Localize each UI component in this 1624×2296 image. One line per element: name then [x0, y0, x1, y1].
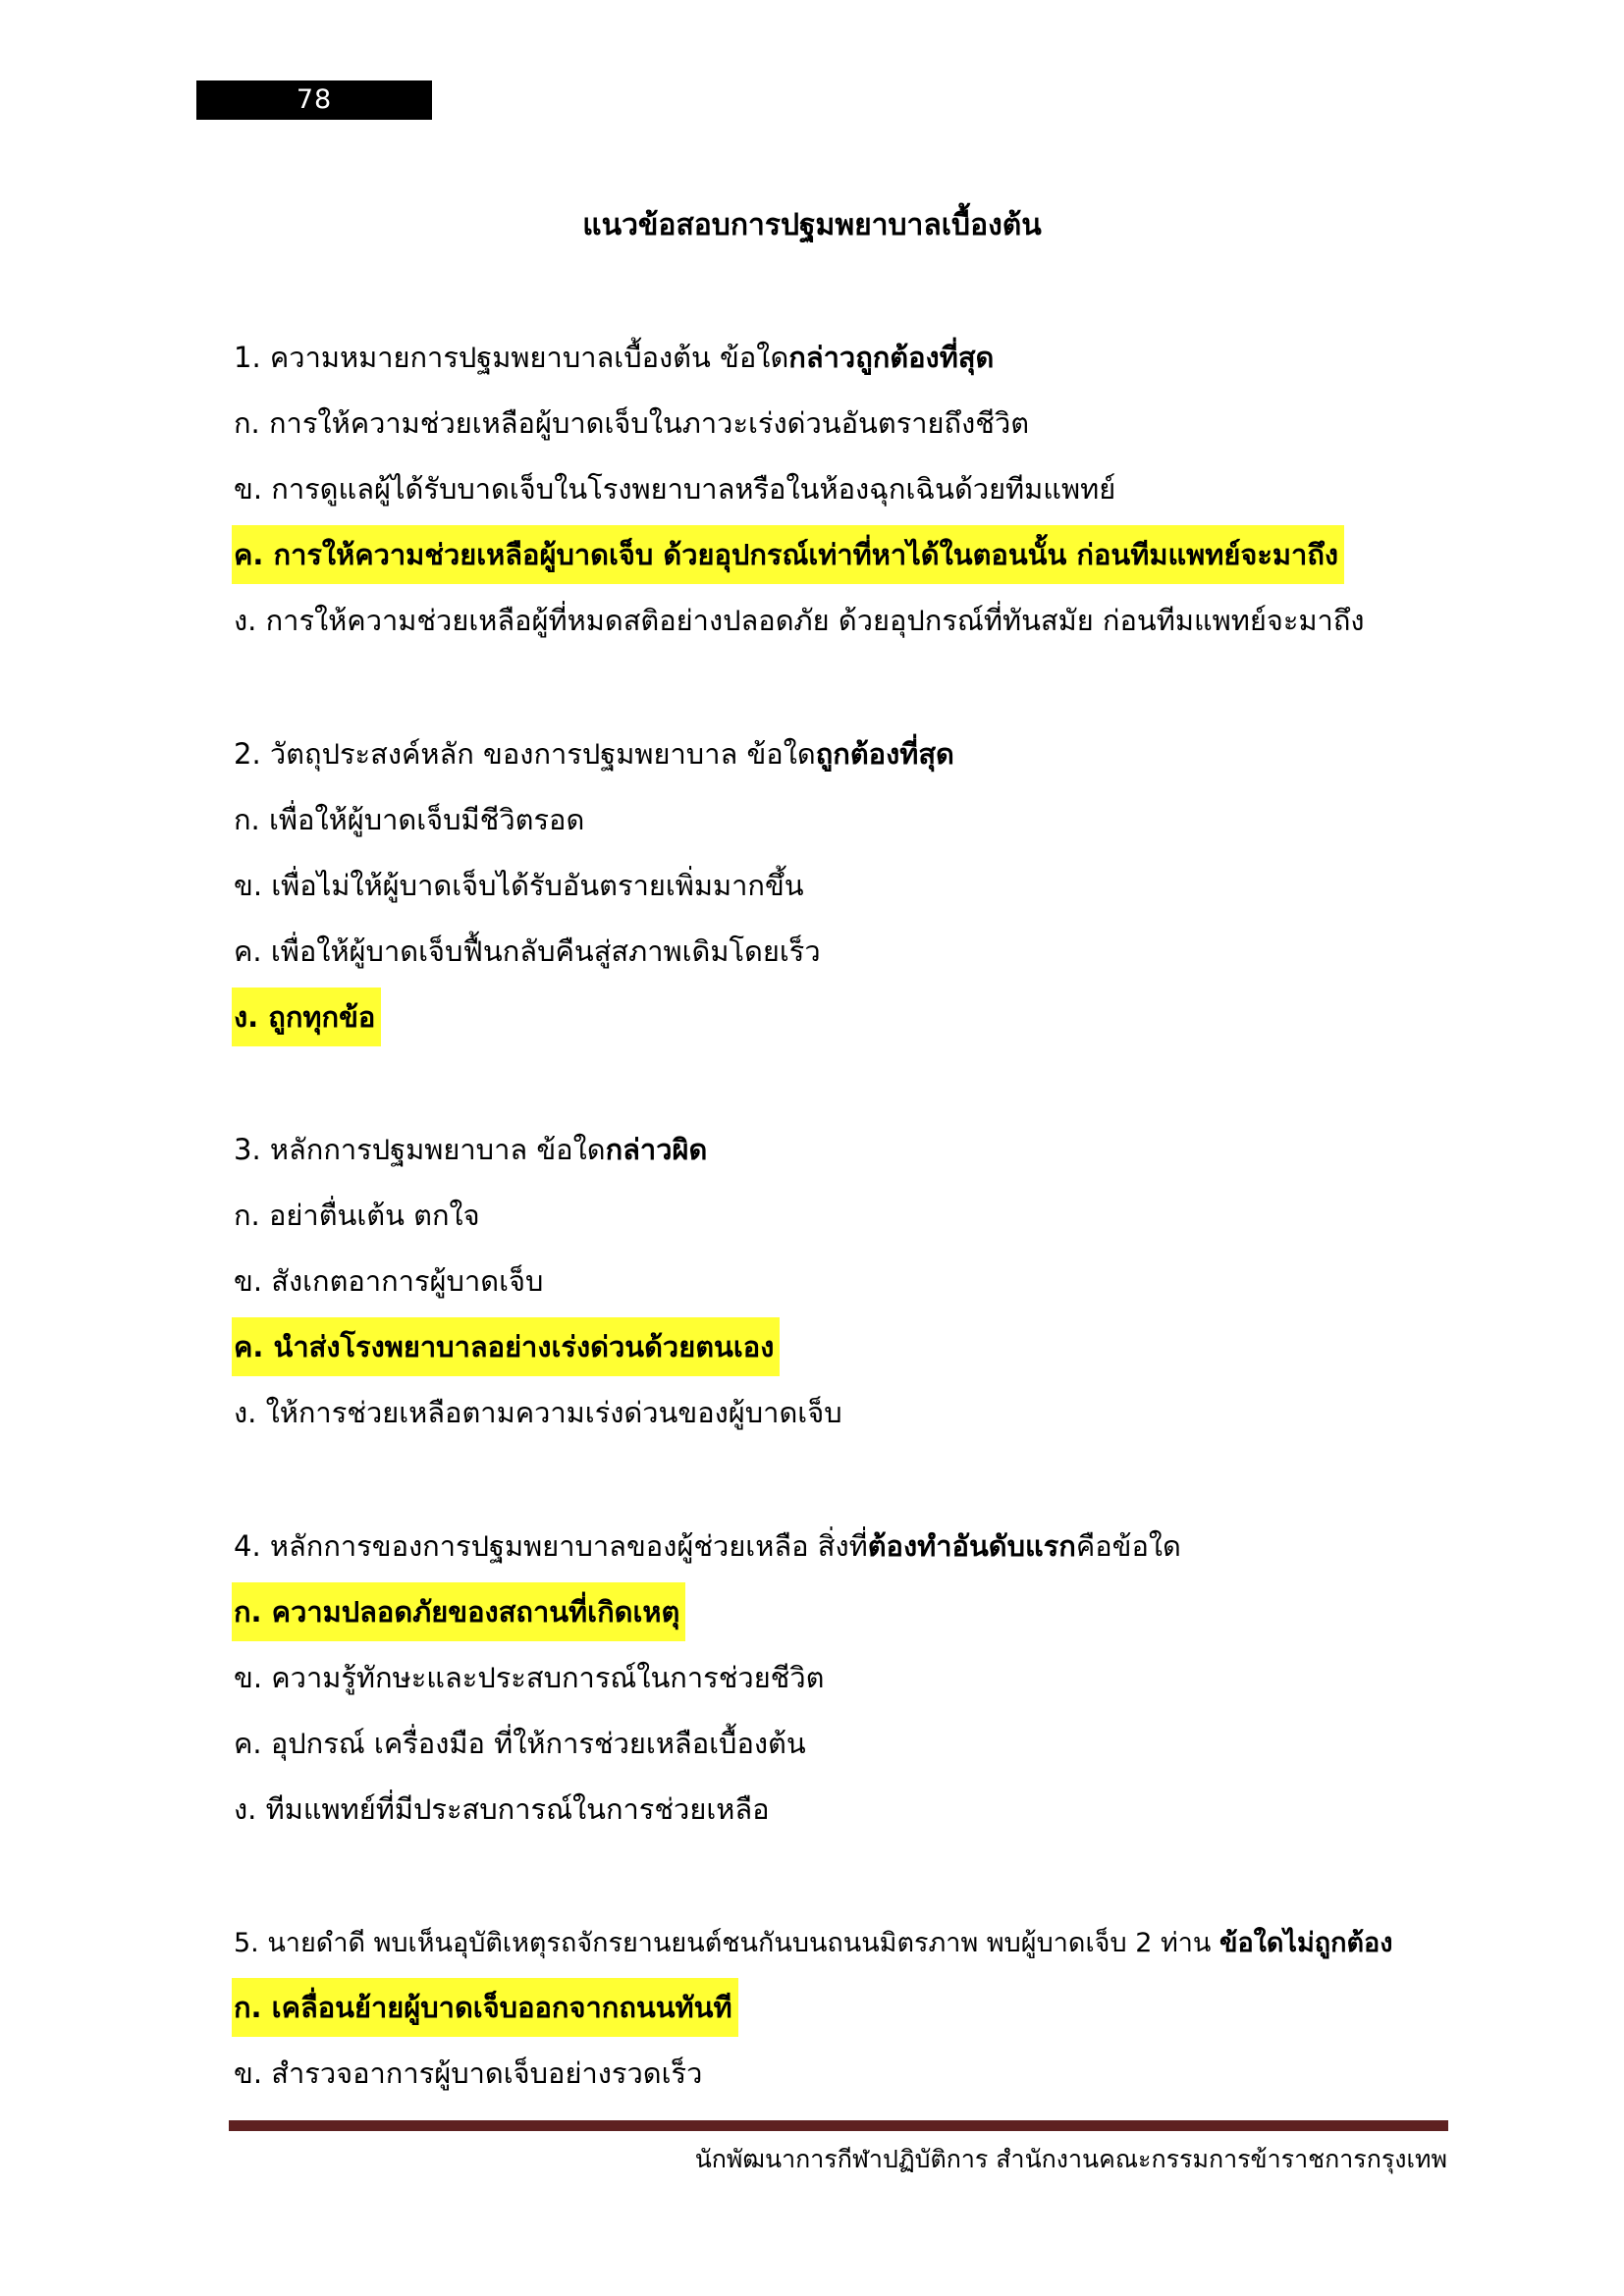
question-1-choice-d-text: ง. การให้ความช่วยเหลือผู้ที่หมดสติอย่างปลอดภัย ด้วยอุปกรณ์ที่ทันสมัย ก่อนทีมแพทย์จะมาถึง [234, 604, 1365, 637]
question-2-emphasis: ถูกต้องที่สุด [815, 737, 954, 771]
footer-text: นักพัฒนาการกีฬาปฏิบัติการ สำนักงานคณะกรรมการข้าราชการกรุงเทพ [694, 2145, 1447, 2173]
question-1-choice-b-text: ข. การดูแลผู้ได้รับบาดเจ็บในโรงพยาบาลหรือในห้องฉุกเฉินด้วยทีมแพทย์ [234, 472, 1116, 506]
question-4-choice-c-text: ค. อุปกรณ์ เครื่องมือ ที่ให้การช่วยเหลือเบื้องต้น [234, 1727, 806, 1760]
question-5-choice-a-answer [234, 1978, 738, 2029]
question-4-stem-text: 4. หลักการของการปฐมพยาบาลของผู้ช่วยเหลือ สิ่งที่ [234, 1529, 868, 1563]
question-3-stem-text: 3. หลักการปฐมพยาบาล ข้อใด [234, 1133, 606, 1166]
question-2-choice-b [234, 860, 804, 911]
question-4-emphasis: ต้องทำอันดับแรก [867, 1529, 1076, 1563]
question-4-choice-c [234, 1718, 806, 1769]
question-3-emphasis: กล่าวผิด [605, 1133, 708, 1166]
question-4-stem [234, 1521, 1181, 1572]
question-2-choice-b-text: ข. เพื่อไม่ให้ผู้บาดเจ็บได้รับอันตรายเพิ่มมากขึ้น [234, 869, 804, 902]
question-4-choice-d [234, 1784, 770, 1835]
question-4-choice-a-answer [234, 1582, 685, 1633]
question-1-choice-d [234, 595, 1365, 646]
footer-divider [229, 2120, 1448, 2131]
question-1-choice-c-answer [234, 525, 1344, 576]
question-5-choice-b-text: ข. สำรวจอาการผู้บาดเจ็บอย่างรวดเร็ว [234, 2056, 703, 2090]
question-3-choice-d [234, 1387, 842, 1438]
question-2-choice-c [234, 926, 821, 977]
question-1-choice-a-text: ก. การให้ความช่วยเหลือผู้บาดเจ็บในภาวะเร่งด่วนอันตรายถึงชีวิต [234, 406, 1030, 440]
question-1-choice-b [234, 463, 1115, 514]
question-4-choice-b [234, 1652, 824, 1703]
question-1-stem [234, 332, 994, 383]
question-list [234, 0, 1451, 2296]
page-title: แนวข้อสอบการปฐมพยาบาลเบื้องต้น [582, 208, 1042, 242]
question-2-correct-answer: ง. ถูกทุกข้อ [232, 988, 381, 1046]
question-2-stem-text: 2. วัตถุประสงค์หลัก ของการปฐมพยาบาล ข้อใด [234, 737, 816, 771]
question-2-stem [234, 728, 954, 779]
question-4-correct-answer: ก. ความปลอดภัยของสถานที่เกิดเหตุ [232, 1582, 685, 1641]
question-3-choice-a [234, 1190, 480, 1241]
question-3-choice-c-answer [234, 1317, 780, 1368]
question-5-correct-answer: ก. เคลื่อนย้ายผู้บาดเจ็บออกจากถนนทันที [232, 1978, 738, 2037]
question-2-choice-d-answer [234, 988, 381, 1039]
question-1-choice-a [234, 398, 1029, 449]
question-4-tail: คือข้อใด [1075, 1529, 1181, 1563]
question-2-choice-a [234, 794, 584, 845]
question-3-choice-b-text: ข. สังเกตอาการผู้บาดเจ็บ [234, 1264, 544, 1298]
question-1-correct-answer: ค. การให้ความช่วยเหลือผู้บาดเจ็บ ด้วยอุปกรณ์เท่าที่หาได้ในตอนนั้น ก่อนทีมแพทย์จะมาถึง [232, 525, 1344, 584]
question-3-stem [234, 1124, 707, 1175]
question-2-choice-a-text: ก. เพื่อให้ผู้บาดเจ็บมีชีวิตรอด [234, 803, 585, 836]
question-5-choice-b [234, 2048, 702, 2099]
question-2-choice-c-text: ค. เพื่อให้ผู้บาดเจ็บฟื้นกลับคืนสู่สภาพเดิมโดยเร็ว [234, 934, 821, 968]
question-1-stem-text: 1. ความหมายการปฐมพยาบาลเบื้องต้น ข้อใด [234, 341, 789, 374]
question-3-choice-a-text: ก. อย่าตื่นเต้น ตกใจ [234, 1199, 480, 1232]
page-number: 78 [196, 80, 432, 120]
question-3-choice-d-text: ง. ให้การช่วยเหลือตามความเร่งด่วนของผู้บาดเจ็บ [234, 1396, 842, 1429]
question-5-stem [234, 1916, 1392, 1967]
question-4-choice-d-text: ง. ทีมแพทย์ที่มีประสบการณ์ในการช่วยเหลือ [234, 1792, 770, 1826]
question-5-stem-text: 5. นายดำดี พบเห็นอุบัติเหตุรถจักรยานยนต์ชนกันบนถนนมิตรภาพ พบผู้บาดเจ็บ 2 ท่าน [234, 1928, 1219, 1958]
question-5-emphasis: ข้อใดไม่ถูกต้อง [1218, 1928, 1393, 1958]
question-3-choice-b [234, 1255, 543, 1307]
question-1-emphasis: กล่าวถูกต้องที่สุด [788, 341, 995, 374]
question-3-correct-answer: ค. นำส่งโรงพยาบาลอย่างเร่งด่วนด้วยตนเอง [232, 1317, 780, 1376]
question-4-choice-b-text: ข. ความรู้ทักษะและประสบการณ์ในการช่วยชีวิต [234, 1661, 825, 1694]
